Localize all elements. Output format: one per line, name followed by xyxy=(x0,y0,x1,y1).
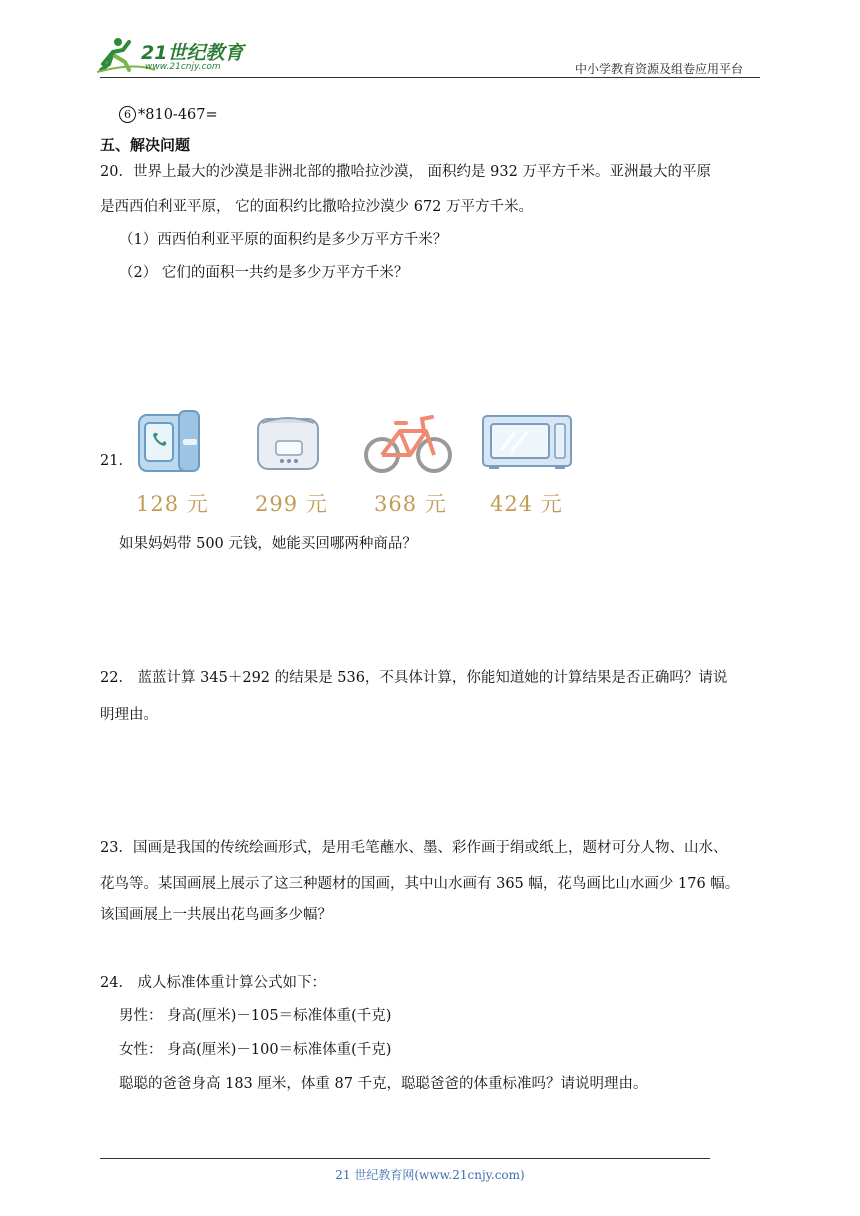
circled-number: 6 xyxy=(119,106,136,123)
q20-sub-1: （1）西西伯利亚平原的面积约是多少万平方千米？ xyxy=(119,232,448,248)
q24-female-formula: 女性： 身高(厘米)－100＝标准体重(千克) xyxy=(119,1042,392,1058)
footer-divider xyxy=(100,1158,710,1159)
expression: *810-467= xyxy=(138,107,218,123)
microwave-icon xyxy=(481,414,573,470)
q24-male-formula: 男性： 身高(厘米)－105＝标准体重(千克) xyxy=(119,1008,392,1024)
q19-item-6 xyxy=(119,105,218,125)
q20-line-2: 是西西伯利亚平原， 它的面积约比撒哈拉沙漠少 672 万平方千米。 xyxy=(100,199,534,215)
q22-line-2: 明理由。 xyxy=(100,707,158,723)
price-rice-cooker: 299 元 xyxy=(255,492,328,516)
q21-question: 如果妈妈带 500 元钱，她能买回哪两种商品？ xyxy=(119,536,417,552)
smartwatch-icon xyxy=(133,409,203,473)
q23-line-2: 花鸟等。某国画展上展示了这三种题材的国画，其中山水画有 365 幅，花鸟画比山水画少 176 幅。 xyxy=(100,876,740,892)
q20-sub-2: （2） 它们的面积一共约是多少万平方千米？ xyxy=(119,265,409,281)
q24-line-1: 24． 成人标准体重计算公式如下： xyxy=(100,975,327,991)
q23-line-3: 该国画展上一共展出花鸟画多少幅？ xyxy=(100,907,332,923)
q22-line-1: 22． 蓝蓝计算 345＋292 的结果是 536，不具体计算，你能知道她的计算结果是否正确吗？请说 xyxy=(100,670,728,686)
rice-cooker-icon xyxy=(252,411,324,473)
bicycle-icon xyxy=(362,409,454,475)
price-smartwatch: 128 元 xyxy=(136,492,209,516)
logo-title: 21世纪教育 xyxy=(141,42,244,64)
price-bicycle: 368 元 xyxy=(374,492,447,516)
header-divider xyxy=(100,77,760,78)
q20-line-1: 20．世界上最大的沙漠是非洲北部的撒哈拉沙漠， 面积约是 932 万平方千米。亚洲最大的平原 xyxy=(100,164,711,180)
q23-line-1: 23．国画是我国的传统绘画形式，是用毛笔蘸水、墨、彩作画于绢或纸上，题材可分人物、山水、 xyxy=(100,840,728,856)
section-title: 五、解决问题 xyxy=(100,136,191,154)
footer-link[interactable]: 21 世纪教育网(www.21cnjy.com) xyxy=(335,1168,525,1182)
platform-name: 中小学教育资源及组卷应用平台 xyxy=(575,62,744,76)
q24-question: 聪聪的爸爸身高 183 厘米，体重 87 千克，聪聪爸爸的体重标准吗？请说明理由。 xyxy=(119,1076,648,1092)
site-logo xyxy=(95,34,265,76)
logo-url: www.21cnjy.com xyxy=(145,62,221,72)
price-microwave: 424 元 xyxy=(490,492,563,516)
q21-number: 21． xyxy=(100,453,133,469)
